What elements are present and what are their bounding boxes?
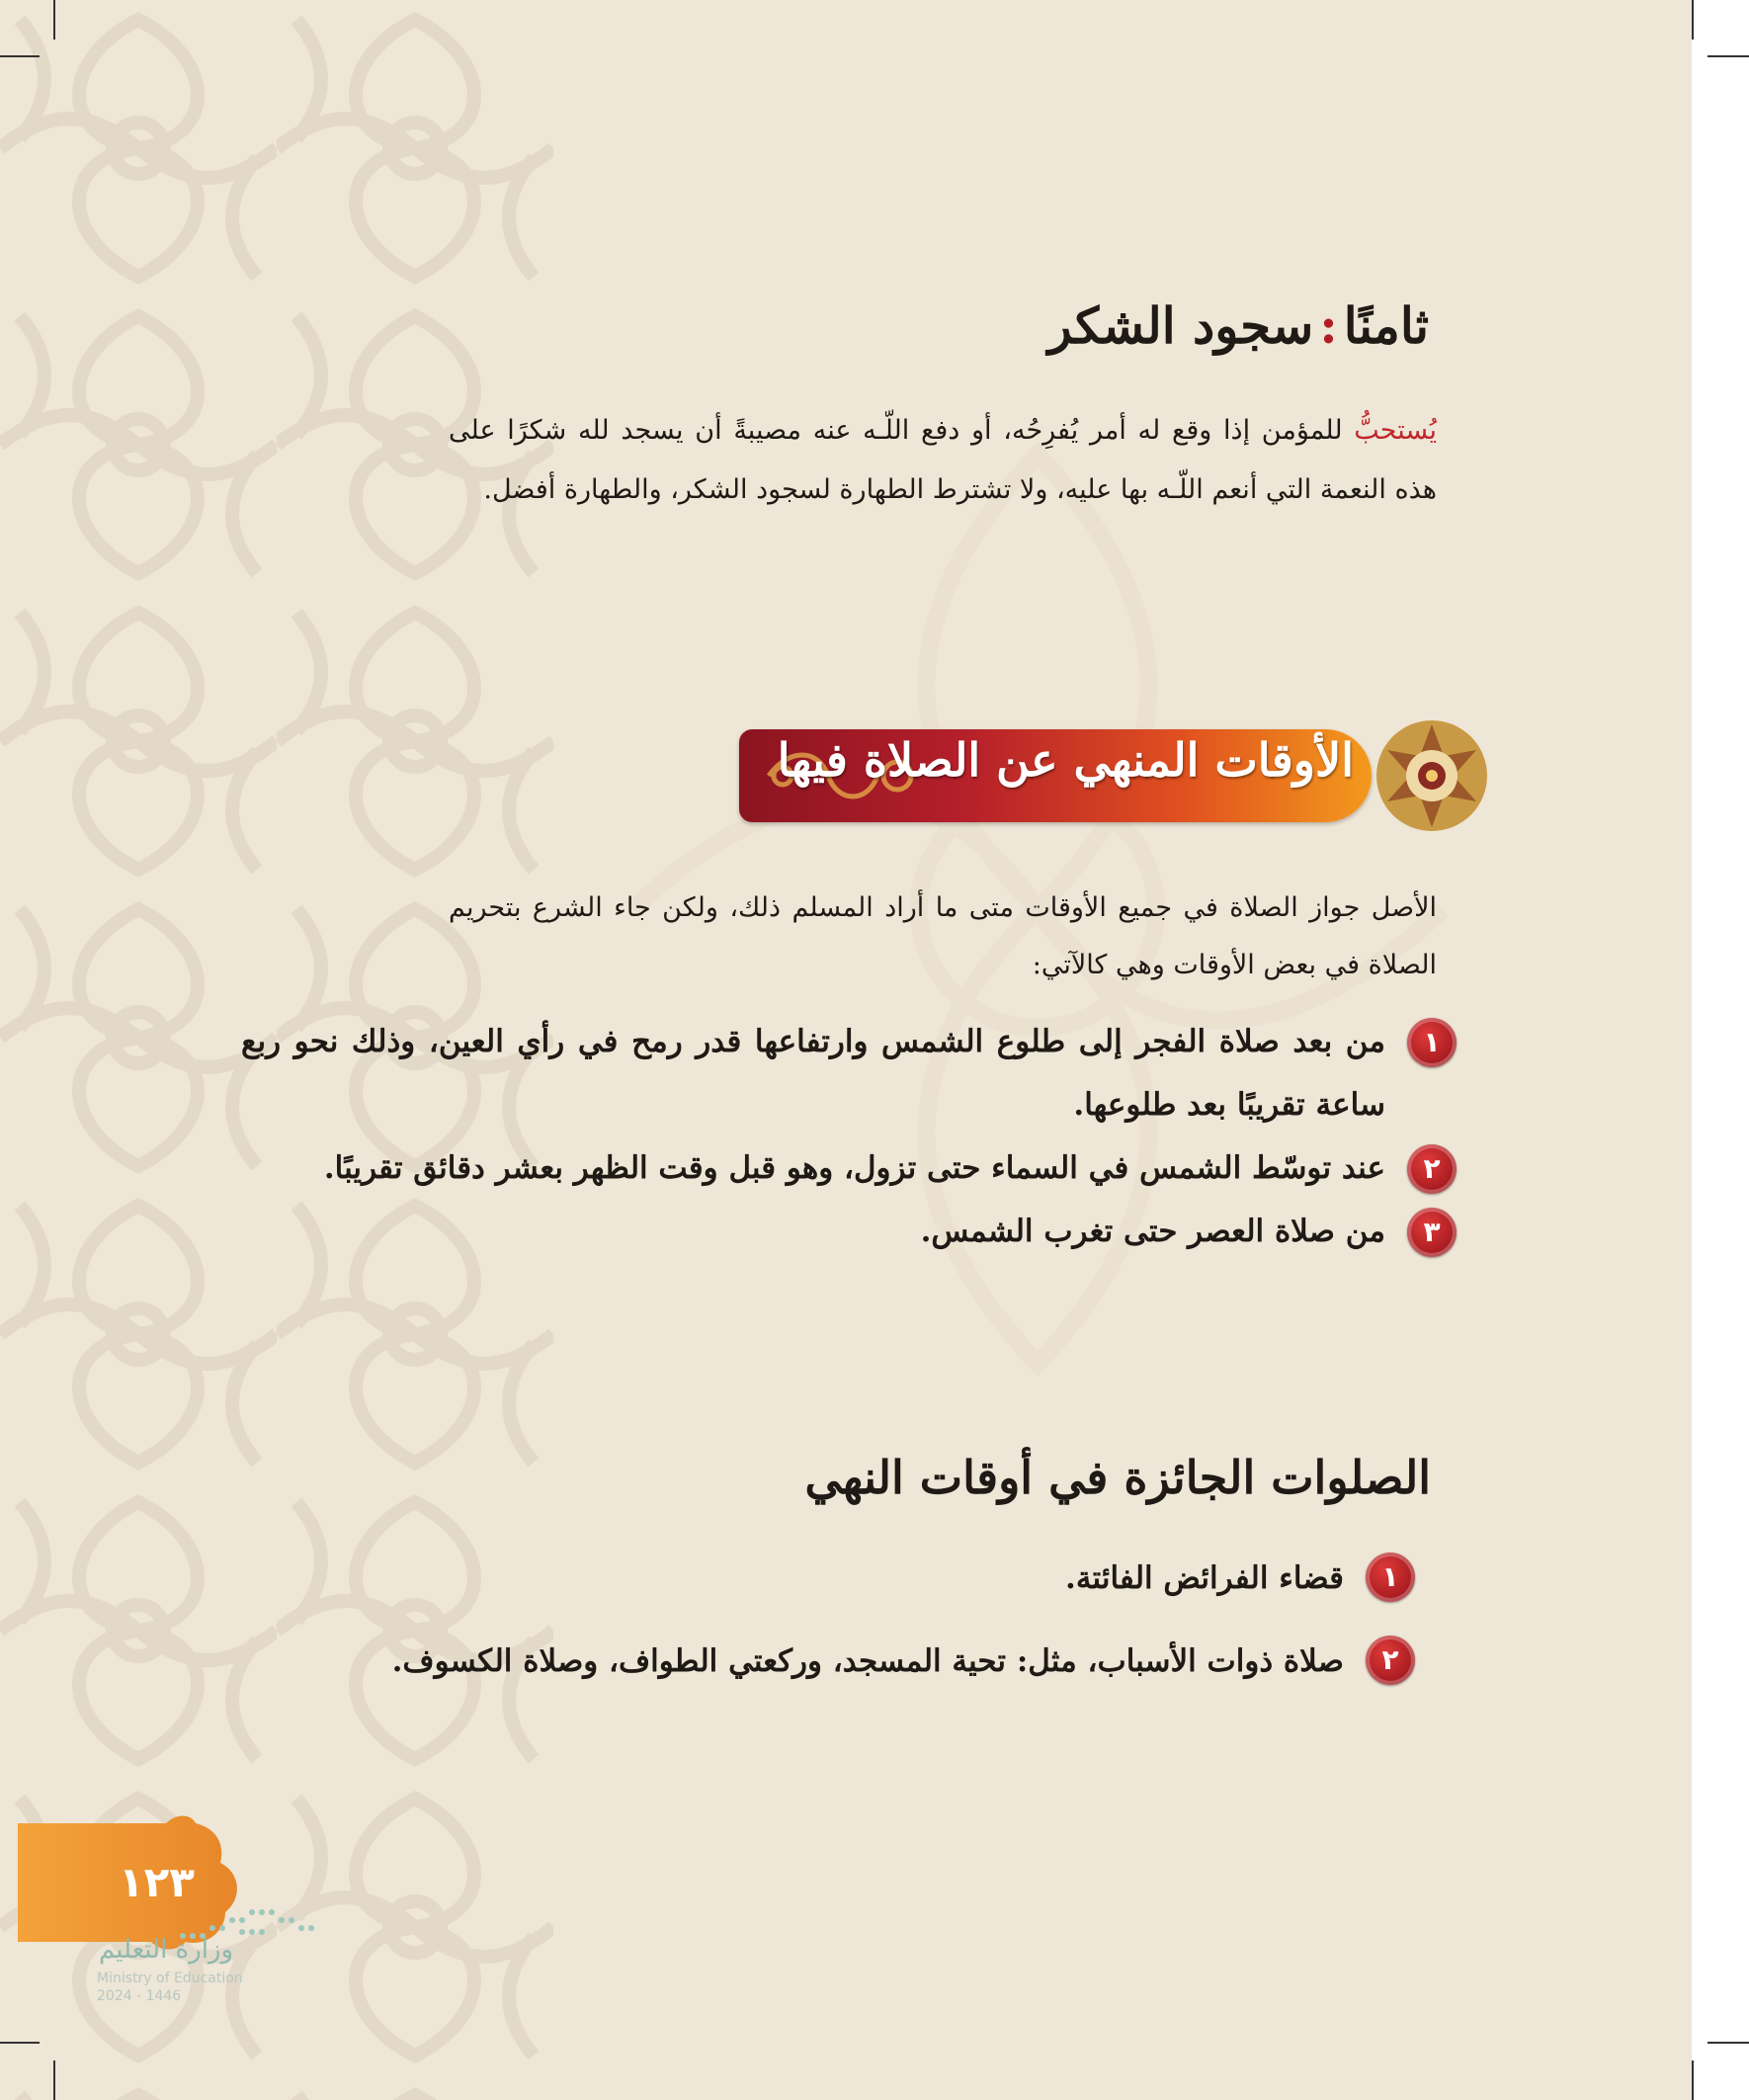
section-banner: [739, 721, 1490, 830]
heading-text: سجود الشكر: [1047, 296, 1314, 355]
list-item-text: صلاة ذوات الأسباب، مثل: تحية المسجد، وركعتي الطواف، وصلاة الكسوف.: [391, 1643, 1344, 1679]
highlighted-term: يُستحبُّ: [1354, 415, 1437, 446]
section-heading-allowed: الصلوات الجائزة في أوقات النهي: [804, 1451, 1431, 1504]
heading-prefix: ثامنًا: [1343, 296, 1429, 355]
list-item-text: من صلاة العصر حتى تغرب الشمس.: [920, 1214, 1385, 1249]
prohibited-intro: الأصل جواز الصلاة في جميع الأوقات متى ما أراد المسلم ذلك، ولكن جاء الشرع بتحريم الصلاة في بعض الأوقات وهي كالآتي:: [449, 892, 1437, 980]
crop-mark: [1707, 55, 1749, 57]
number-badge: ٢: [1407, 1144, 1457, 1194]
list-item-text: عند توسّط الشمس في السماء حتى تزول، وهو قبل وقت الظهر بعشر دقائق تقريبًا.: [323, 1150, 1385, 1186]
number-badge: ١: [1407, 1018, 1457, 1067]
list-item: [279, 1537, 1415, 1620]
crop-mark: [1692, 2060, 1694, 2100]
ministry-name-ar: وزارة التعليم: [99, 1935, 234, 1965]
crop-mark: [0, 55, 40, 57]
allowed-prayers-list: [279, 1537, 1415, 1703]
ministry-name-en: Ministry of Education: [97, 1971, 243, 1986]
crop-mark: [1707, 2042, 1749, 2044]
edition-year: 2024 - 1446: [97, 1988, 182, 2004]
list-item: [279, 1620, 1415, 1703]
paragraph-body: للمؤمن إذا وقع له أمر يُفرِحُه، أو دفع اللّـه عنه مصيبةً أن يسجد لله شكرًا على هذه النعمة التي أنعم اللّـه بها عليه، ولا تشترط الطهارة لسجود الشكر، والطهارة أفضل.: [449, 415, 1437, 505]
crop-mark: [53, 2060, 55, 2100]
list-item: [241, 1136, 1457, 1200]
list-item: [241, 1010, 1457, 1136]
list-item-text: من بعد صلاة الفجر إلى طلوع الشمس وارتفاعها قدر رمح في رأي العين، وذلك نحو ربع ساعة تقريبًا بعد طلوعها.: [241, 1024, 1385, 1123]
banner-title: الأوقات المنهي عن الصلاة فيها: [777, 733, 1354, 787]
crop-mark: [53, 0, 55, 40]
crop-mark: [1692, 0, 1694, 40]
crop-mark: [0, 2042, 40, 2044]
list-item: [241, 1200, 1457, 1263]
heading-colon: :: [1319, 296, 1338, 355]
number-badge: ٢: [1366, 1636, 1415, 1685]
prohibited-times-list: [241, 1010, 1457, 1263]
medallion-icon: [1374, 717, 1490, 834]
section-heading-shukr: [1048, 296, 1429, 355]
list-item-text: قضاء الفرائض الفائتة.: [1065, 1560, 1344, 1596]
number-badge: ٣: [1407, 1208, 1457, 1257]
shukr-paragraph: [449, 401, 1437, 520]
number-badge: ١: [1366, 1553, 1415, 1602]
page-number: ١٢٣: [119, 1858, 195, 1906]
